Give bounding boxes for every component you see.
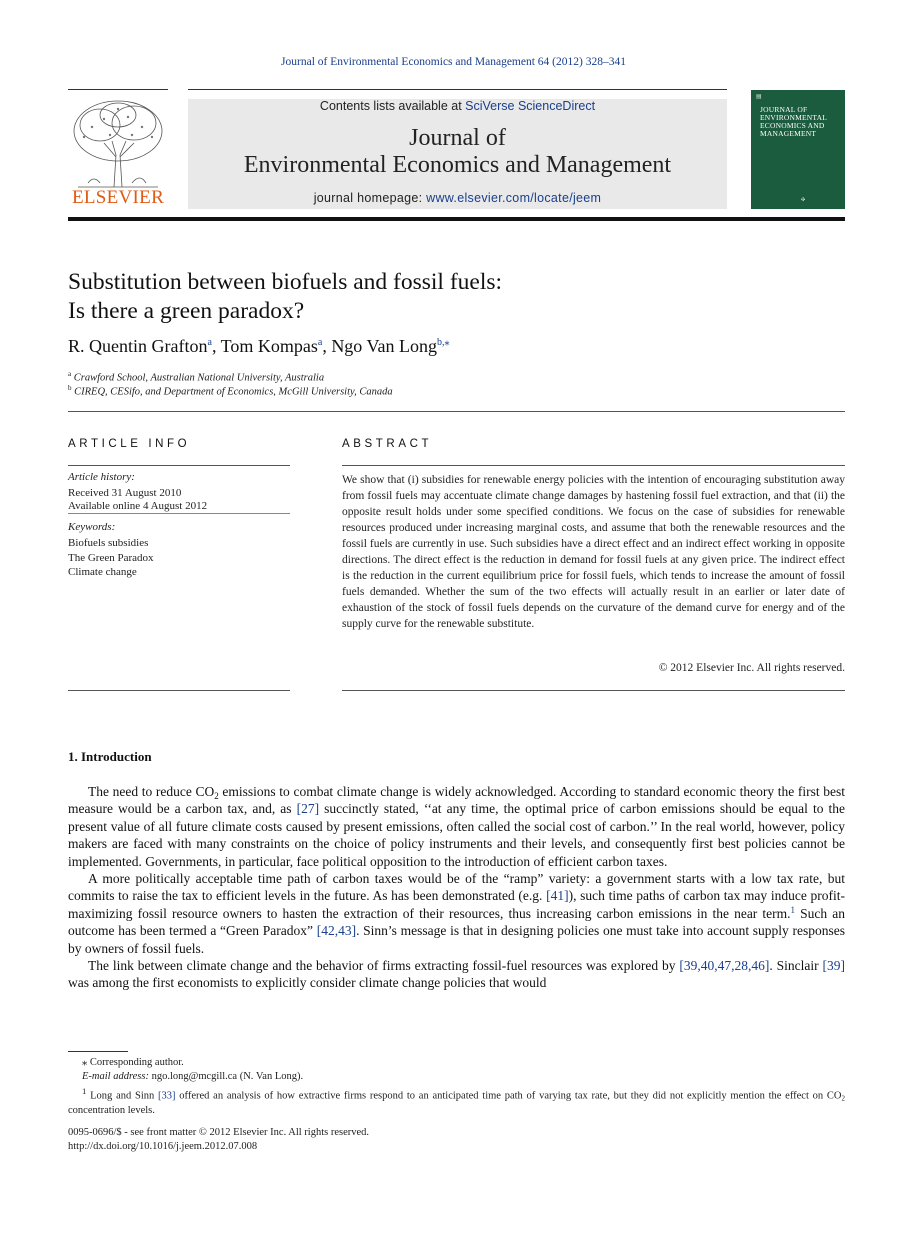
paragraph	[68, 957, 845, 992]
contents-line	[188, 99, 727, 113]
author-separator: ,	[322, 336, 332, 356]
abstract-text: We show that (i) subsidies for renewable energy policies with the intention of encouraging substitution away from fossil fuels may accentuate climate change damages by hastening fossil fuel extraction, and that (ii) the opposite result holds under some specified conditions. We focus on the case of subsidies for renewable resources produced under increasing marginal costs, and assume that both the renewable resources and the fossil fuels are currently in use. Such subsidies have a direct effect and an indirect effect working in opposite directions. The direct effect is the reduction in demand for fossil fuels at any given price. The indirect effect is the reduction in the current equilibrium price for fossil fuels, which tends to increase the amount of fossil fuels demanded. Whether the sum of the two effects will actually result in an earlier or later date of exhaustion of the stock of fossil fuels depends on the curvature of the demand curve for energy and of the supply curve for the renewable substitute.	[342, 474, 845, 630]
citation-link[interactable]: [42,43]	[316, 923, 357, 939]
keyword: Biofuels subsidies	[68, 537, 149, 549]
subscript: 2	[214, 791, 219, 801]
sciencedirect-link[interactable]: SciVerse ScienceDirect	[465, 99, 596, 113]
cover-logo-icon: ✣	[801, 197, 806, 203]
text-run: . Sinn’s message is that in designing policies one must take into account supply responses by owners of fossil fuels.	[68, 923, 846, 956]
cover-emblem-icon: ▤	[756, 94, 762, 100]
footnote-1	[68, 1084, 845, 1118]
author-name[interactable]: R. Quentin Grafton	[68, 336, 208, 356]
text-run: was among the first economists to explicitly consider climate change policies that would	[68, 975, 547, 991]
paper-title-line2: Is there a green paradox?	[68, 298, 305, 324]
homepage-line	[188, 191, 727, 205]
article-info-bottom-rule	[68, 690, 290, 691]
keyword: The Green Paradox	[68, 551, 154, 564]
text-run: offered an analysis of how extractive firms respond to an anticipated time path of varying tax rate, but they did not explicitly mention the effect on CO	[175, 1090, 842, 1102]
journal-title	[188, 125, 727, 179]
email-address[interactable]: ngo.long@mcgill.ca (N. Van Long).	[151, 1071, 304, 1082]
abstract-bottom-rule	[342, 690, 845, 691]
journal-cover[interactable]	[751, 90, 845, 209]
homepage-prefix: journal homepage:	[313, 191, 427, 205]
keyword-list	[68, 536, 154, 580]
keywords-label: Keywords:	[68, 521, 116, 533]
paper-title-line1: Substitution between biofuels and fossil fuels:	[68, 269, 503, 295]
affiliation-sup: a	[68, 370, 72, 378]
cover-title: JOURNAL OF ENVIRONMENTAL ECONOMICS AND MANAGEMENT	[760, 105, 827, 138]
elsevier-logo[interactable]	[68, 97, 168, 209]
header-rule-left	[68, 89, 168, 90]
article-info-rule	[68, 465, 290, 466]
history-rule	[68, 513, 290, 514]
footnote-number: 1	[82, 1086, 87, 1096]
contents-prefix: Contents lists available at	[319, 99, 466, 113]
issn-line: 0095-0696/$ - see front matter © 2012 Elsevier Inc. All rights reserved.	[68, 1127, 370, 1138]
abstract-copyright: © 2012 Elsevier Inc. All rights reserved.	[658, 662, 845, 674]
homepage-link[interactable]: www.elsevier.com/locate/jeem	[426, 191, 602, 205]
received-date: Received 31 August 2010	[68, 487, 182, 499]
author-affil-sup[interactable]: a	[207, 337, 212, 348]
affiliation-text: Crawford School, Australian National University, Australia	[73, 372, 325, 384]
article-info-heading: ARTICLE INFO	[68, 438, 191, 450]
affiliation-b	[68, 384, 393, 398]
citation-link[interactable]: [39,40,47,28,46]	[679, 958, 770, 974]
affiliation-sup: b	[68, 384, 72, 392]
email-note	[68, 1070, 845, 1084]
citation-link[interactable]: [39]	[822, 958, 845, 974]
doi-link[interactable]: http://dx.doi.org/10.1016/j.jeem.2012.07.008	[68, 1141, 258, 1152]
email-label: E-mail address:	[82, 1071, 152, 1082]
header-rule-top	[188, 89, 727, 90]
text-run: Long and Sinn	[86, 1090, 159, 1102]
author-affil-sup[interactable]: b,⁎	[436, 337, 450, 348]
text-run: . Sinclair	[769, 958, 823, 974]
journal-title-line2: Environmental Economics and Management	[243, 152, 672, 178]
citation-link[interactable]: [33]	[158, 1090, 176, 1102]
corresponding-author-note: ⁎ Corresponding author.	[82, 1057, 184, 1068]
affiliation-a	[68, 370, 324, 384]
text-run: succinctly stated, ‘‘at any time, the optimal price of carbon emissions should be equal to the present value of all future climate costs caused by present emissions, often called the social cost of carbon.’’ In the real world, however, policy makers are faced with many constraints on the choice of policy instruments and their levels, and consequently first best policies cannot be implemented. Governments, in particular, face political opposition to the introduction of efficient carbon taxes.	[68, 801, 845, 869]
citation-link[interactable]: [41]	[546, 888, 569, 904]
article-history-label: Article history:	[68, 471, 135, 483]
journal-header-box	[188, 99, 727, 209]
paragraph	[68, 870, 845, 957]
journal-citation[interactable]: Journal of Environmental Economics and Management 64 (2012) 328–341	[281, 56, 626, 68]
affiliation-text: CIREQ, CESifo, and Department of Economics, McGill University, Canada	[74, 386, 393, 398]
title-divider	[68, 411, 845, 412]
text-run: concentration levels.	[68, 1104, 155, 1116]
keyword: Climate change	[68, 566, 137, 578]
footnotes	[68, 1056, 845, 1118]
abstract-heading: ABSTRACT	[342, 438, 433, 450]
paper-title	[68, 268, 768, 326]
footnote-ref[interactable]: 1	[790, 904, 796, 915]
journal-title-line1: Journal of	[409, 125, 506, 151]
intro-body	[68, 783, 845, 992]
footnote-rule	[68, 1051, 128, 1052]
paragraph	[68, 783, 845, 870]
bottom-meta	[68, 1126, 369, 1154]
text-run: A more politically acceptable time path of carbon taxes would be of the “ramp” variety: a government starts with a low tax rate, but commits to raise the tax to efficient levels in the future. As has been demonstrated (e.g.	[68, 871, 845, 904]
text-run: ), such time paths of carbon tax may induce profit-maximizing fossil resource owners to hasten the extraction of their resources, thus increasing carbon emissions in the near term.	[68, 888, 845, 921]
subscript: 2	[841, 1094, 845, 1103]
tree-icon	[68, 97, 168, 189]
author-affil-sup[interactable]: a	[317, 337, 323, 348]
citation-link[interactable]: [27]	[296, 801, 320, 817]
author-name[interactable]: Ngo Van Long	[331, 336, 437, 356]
publisher-name: ELSEVIER	[71, 187, 165, 208]
author-separator: ,	[211, 336, 221, 356]
section-heading: 1. Introduction	[68, 749, 152, 764]
abstract-rule	[342, 465, 845, 466]
author-name[interactable]: Tom Kompas	[220, 336, 318, 356]
header-thick-rule	[68, 217, 845, 221]
text-run: emissions to combat climate change is widely acknowledged. According to standard economic theory the first best measure would be a carbon tax, and, as	[68, 784, 845, 817]
available-date: Available online 4 August 2012	[68, 500, 208, 512]
text-run: The link between climate change and the behavior of firms extracting fossil-fuel resources was explored by	[88, 958, 680, 974]
author-list	[68, 336, 449, 357]
text-run: The need to reduce CO	[88, 784, 215, 799]
text-run: Such an outcome has been termed a “Green Paradox”	[68, 905, 845, 939]
